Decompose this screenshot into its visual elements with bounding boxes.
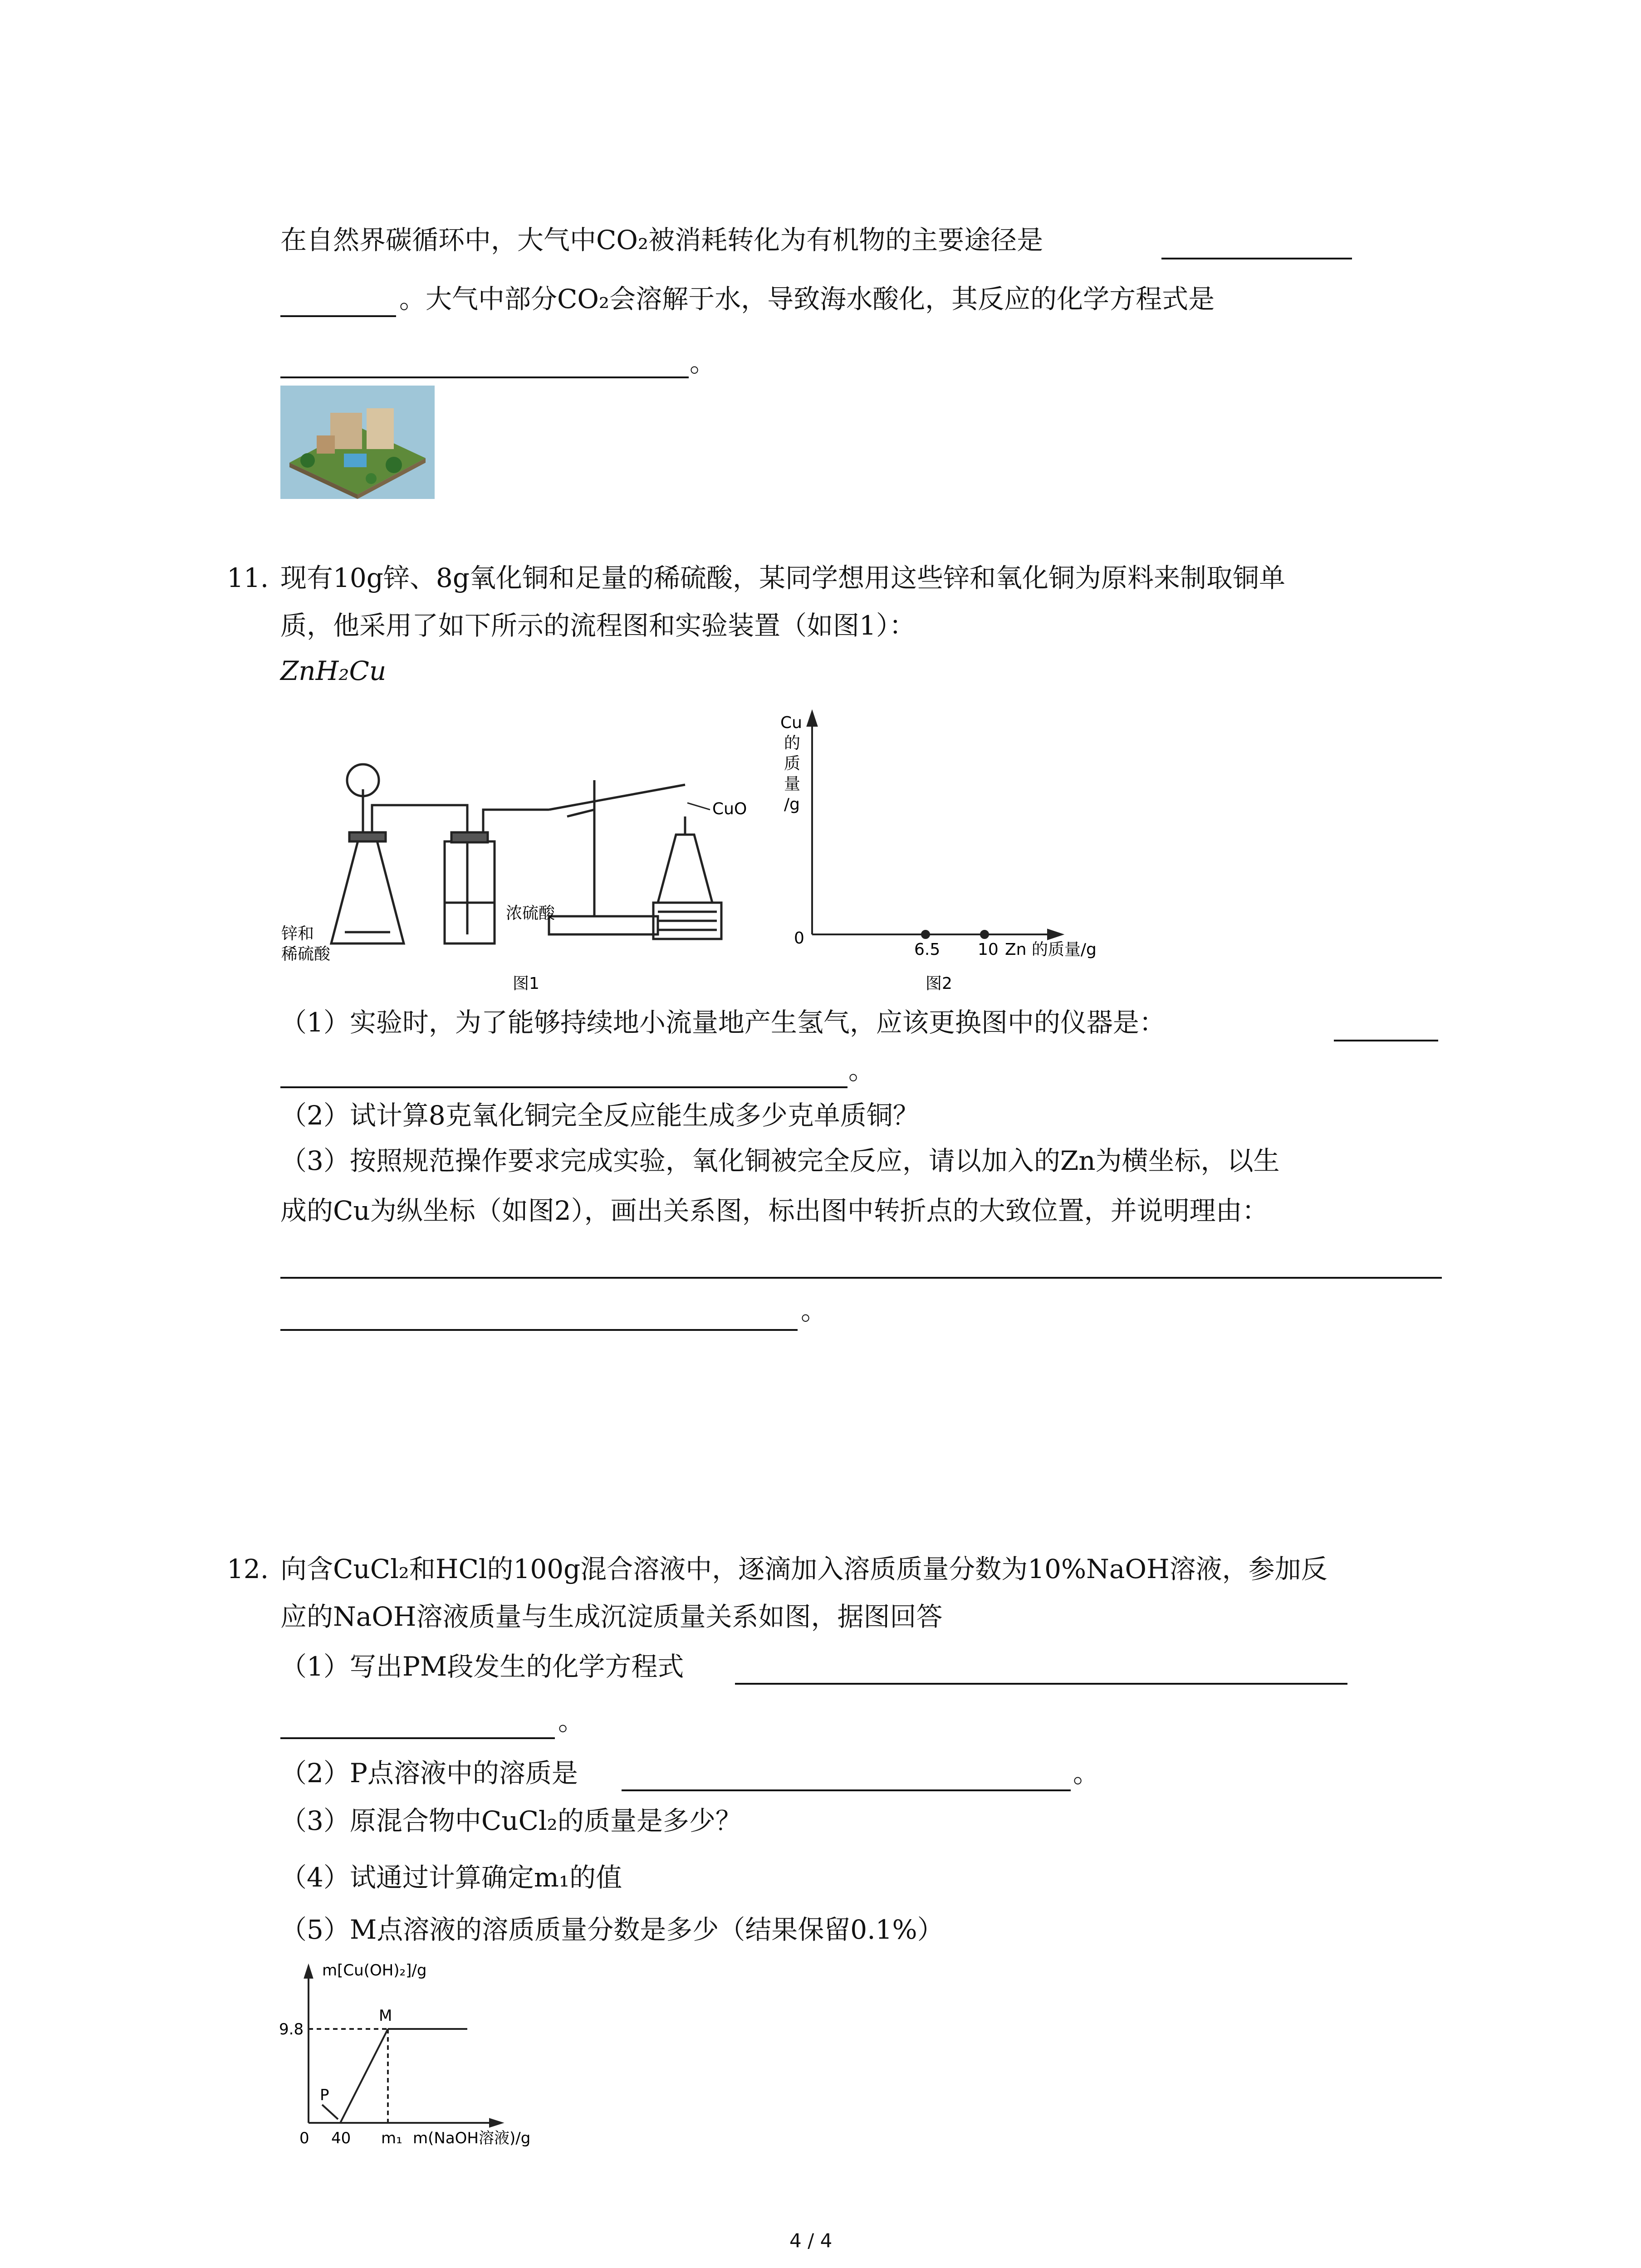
- chart-origin: 0: [299, 2129, 309, 2147]
- q11-sub1-blank-b: [280, 1086, 847, 1088]
- q12-sub4: （4）试通过计算确定m₁的值: [280, 1862, 622, 1893]
- q12-sub2: （2）P点溶液中的溶质是: [280, 1758, 578, 1789]
- precipitate-chart: [272, 1955, 599, 2159]
- fig2-ylabel-5: /g: [784, 795, 800, 814]
- chart-x-40: 40: [331, 2129, 351, 2147]
- chart-point-m: M: [379, 2007, 392, 2025]
- q10-blank-1b: [280, 315, 396, 317]
- cuo-label: CuO: [712, 800, 747, 818]
- zinc-label-1: 锌和: [281, 924, 314, 943]
- q12-line2: 应的NaOH溶液质量与生成沉淀质量关系如图，据图回答: [280, 1601, 943, 1632]
- q12-sub2-blank: [622, 1789, 1071, 1791]
- fig2-ylabel-4: 量: [784, 775, 801, 793]
- q11-sub1-a: （1）实验时，为了能够持续地小流量地产生氢气，应该更换图中的仪器是：: [280, 1007, 1166, 1038]
- fig2-tick-6-5: 6.5: [914, 940, 941, 959]
- q12-sub1-blank-a: [735, 1683, 1347, 1685]
- q10-line3-end: 。: [690, 347, 716, 378]
- q12-sub2-end: 。: [1073, 1758, 1100, 1789]
- zinc-label-2: 稀硫酸: [281, 945, 331, 963]
- fig2-origin: 0: [794, 929, 804, 948]
- q12-sub1-end: 。: [558, 1706, 585, 1736]
- q11-sub3-a: （3）按照规范操作要求完成实验，氧化铜被完全反应，请以加入的Zn为横坐标，以生: [280, 1145, 1280, 1176]
- q11-sub2: （2）试计算8克氧化铜完全反应能生成多少克单质铜？: [280, 1100, 919, 1131]
- fig2-ylabel-3: 质: [784, 754, 801, 773]
- chart-y-9-8: 9.8: [279, 2020, 304, 2038]
- q11-sub3-b: 成的Cu为纵坐标（如图2），画出关系图，标出图中转折点的大致位置，并说明理由：: [280, 1195, 1269, 1226]
- q10-blank-2: [280, 376, 689, 378]
- q12-sub1-blank-b: [280, 1737, 555, 1739]
- city-thumbnail-image: [280, 386, 435, 499]
- q11-flow-formula: ZnH₂Cu: [280, 655, 387, 686]
- q12-sub3: （3）原混合物中CuCl₂的质量是多少？: [280, 1805, 742, 1836]
- q12-number: 12.: [227, 1554, 269, 1584]
- q12-line1: 向含CuCl₂和HCl的100g混合溶液中，逐滴加入溶质质量分数为10%NaOH溶液，参加反: [280, 1554, 1327, 1584]
- chart-xlabel: m(NaOH溶液)/g: [413, 2129, 531, 2147]
- q11-line2: 质，他采用了如下所示的流程图和实验装置（如图1）：: [280, 610, 916, 641]
- q10-blank-1a: [1161, 258, 1352, 259]
- conc-acid-label: 浓硫酸: [506, 904, 555, 923]
- q10-line1: 在自然界碳循环中，大气中CO₂被消耗转化为有机物的主要途径是: [280, 225, 1043, 255]
- q11-number: 11.: [227, 562, 269, 593]
- fig1-caption: 图1: [513, 974, 539, 993]
- fig2-ylabel-1: Cu: [780, 714, 802, 732]
- q11-sub1-blank-a: [1334, 1040, 1438, 1041]
- apparatus-figure-1: [277, 753, 780, 998]
- q10-line2: 。大气中部分CO₂会溶解于水，导致海水酸化，其反应的化学方程式是: [399, 284, 1215, 314]
- q12-sub5: （5）M点溶液的溶质质量分数是多少（结果保留0.1%）: [280, 1914, 944, 1945]
- q11-sub3-blank-b: [280, 1329, 798, 1331]
- fig2-caption: 图2: [926, 974, 952, 993]
- chart-ylabel: m[Cu(OH)₂]/g: [322, 1961, 427, 1980]
- page-number: 4 / 4: [789, 2229, 833, 2252]
- chart-x-m1: m₁: [381, 2129, 402, 2147]
- q11-line1: 现有10g锌、8g氧化铜和足量的稀硫酸，某同学想用这些锌和氧化铜为原料来制取铜单: [280, 562, 1285, 593]
- fig2-ylabel-2: 的: [784, 734, 801, 753]
- q11-sub3-blank-a: [280, 1277, 1442, 1279]
- graph-figure-2: [776, 708, 1175, 998]
- q11-sub3-end: 。: [801, 1295, 828, 1326]
- q11-sub1-b: 。: [848, 1055, 875, 1085]
- q12-sub1: （1）写出PM段发生的化学方程式: [280, 1651, 684, 1682]
- fig2-tick-10: 10: [978, 940, 999, 959]
- fig2-xlabel: Zn 的质量/g: [1005, 940, 1097, 959]
- chart-point-p: P: [320, 2086, 329, 2104]
